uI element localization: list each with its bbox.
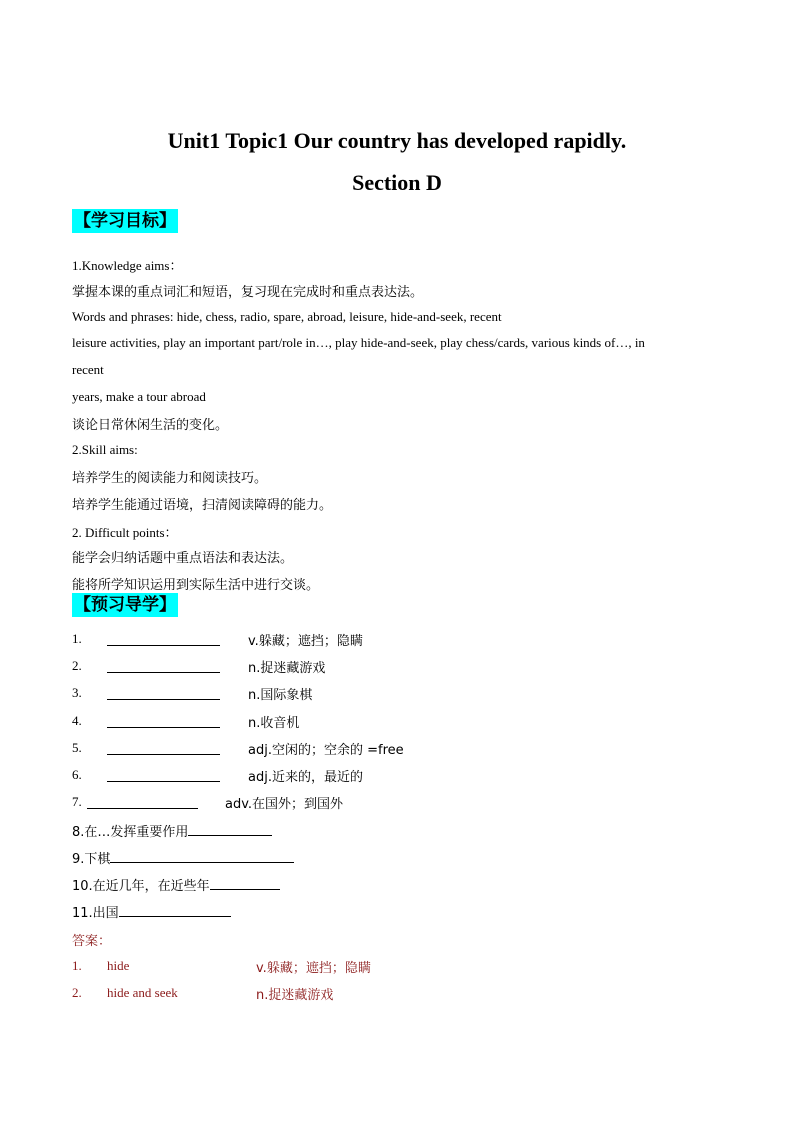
answer-blank[interactable] [87,794,198,809]
exercise-definition: adj.空闲的；空余的 =free [248,743,404,758]
answer-word: hide [107,958,130,973]
exercise-prompt: 11.出国 [72,906,119,921]
words-phrases-line2: leisure activities, play an important part/role in…, play hide-and-seek, play chess/cards, various kinds of…, in [72,335,645,350]
exercise-number: 7. [72,794,82,809]
talk-aim-zh: 谈论日常休闲生活的变化。 [72,418,229,433]
exercise-definition: adv.在国外；到国外 [225,797,344,812]
answer-blank[interactable] [119,904,231,917]
exercise-row [72,821,272,840]
exercise-definition: n.收音机 [248,716,300,731]
answer-definition: n.捉迷藏游戏 [256,988,334,1003]
exercise-prompt: 8.在…发挥重要作用 [72,825,189,840]
exercise-number: 6. [72,767,82,782]
exercise-row [72,848,294,867]
answer-blank[interactable] [107,631,220,646]
answer-blank[interactable] [210,877,280,890]
skill-aims-heading: 2.Skill aims: [72,442,138,457]
exercise-definition: adj.近来的，最近的 [248,770,363,785]
document-title: Unit1 Topic1 Our country has developed rapidly. [167,128,627,153]
exercise-definition: v.躲藏；遮挡；隐瞒 [248,634,363,649]
answer-number: 2. [72,985,82,1000]
answer-blank[interactable] [107,658,220,673]
words-phrases-line1: Words and phrases: hide, chess, radio, spare, abroad, leisure, hide-and-seek, recent [72,309,502,324]
exercise-definition: n.国际象棋 [248,688,313,703]
exercise-row [72,902,231,921]
answer-definition: v.躲藏；遮挡；隐瞒 [256,961,371,976]
difficult-points-heading: 2. Difficult points： [72,525,178,540]
preview-heading: 【预习导学】 [74,595,176,615]
answer-blank[interactable] [110,850,294,863]
words-phrases-line4: years, make a tour abroad [72,389,206,404]
exercise-row [72,875,280,894]
answer-blank[interactable] [107,713,220,728]
section-title: Section D [352,170,442,195]
answers-heading: 答案： [72,934,112,949]
difficult-point-zh-1: 能学会归纳话题中重点语法和表达法。 [72,551,294,566]
exercise-number: 2. [72,658,82,673]
knowledge-aims-heading: 1.Knowledge aims： [72,258,183,273]
exercise-prompt: 10.在近几年，在近些年 [72,879,210,894]
skill-aim-zh-2: 培养学生能通过语境，扫清阅读障碍的能力。 [72,498,333,513]
exercise-number: 1. [72,631,82,646]
answer-blank[interactable] [107,767,220,782]
difficult-point-zh-2: 能将所学知识运用到实际生活中进行交谈。 [72,578,320,593]
answer-blank[interactable] [107,685,220,700]
answer-blank[interactable] [107,740,220,755]
answer-word: hide and seek [107,985,178,1000]
exercise-number: 3. [72,685,82,700]
skill-aim-zh-1: 培养学生的阅读能力和阅读技巧。 [72,471,268,486]
words-phrases-line3: recent [72,362,104,377]
exercise-number: 4. [72,713,82,728]
exercise-definition: n.捉迷藏游戏 [248,661,326,676]
knowledge-aims-zh: 掌握本课的重点词汇和短语，复习现在完成时和重点表达法。 [72,285,424,300]
answer-blank[interactable] [188,823,272,836]
answer-number: 1. [72,958,82,973]
exercise-number: 5. [72,740,82,755]
learning-goals-heading: 【学习目标】 [74,211,176,231]
exercise-prompt: 9.下棋 [72,852,111,867]
